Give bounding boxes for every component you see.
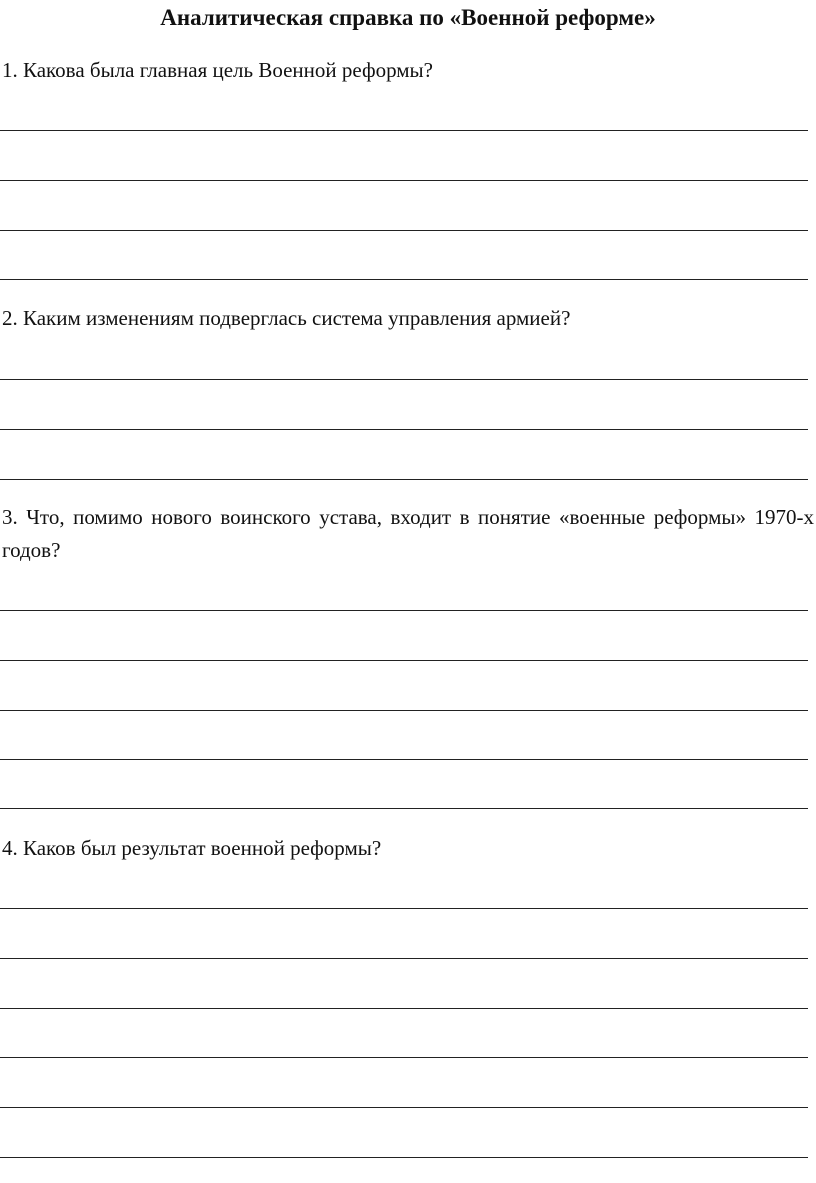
answer-line[interactable] [0, 759, 808, 760]
question-2-text: 2. Каким изменениям подверглась система управления армией? [2, 306, 571, 330]
answer-line[interactable] [0, 1107, 808, 1108]
answer-line[interactable] [0, 1008, 808, 1009]
question-3-text: 3. Что, помимо нового воинского устава, входит в понятие «военные реформы» 1970-х годов? [2, 505, 814, 562]
answer-line[interactable] [0, 230, 808, 231]
answer-line[interactable] [0, 429, 808, 430]
answer-line[interactable] [0, 610, 808, 611]
answer-line[interactable] [0, 1057, 808, 1058]
answer-line[interactable] [0, 660, 808, 661]
answer-line[interactable] [0, 379, 808, 380]
question-4-text: 4. Каков был результат военной реформы? [2, 836, 382, 860]
answer-line[interactable] [0, 130, 808, 131]
answer-line[interactable] [0, 479, 808, 480]
answer-line[interactable] [0, 958, 808, 959]
answer-line[interactable] [0, 279, 808, 280]
question-1-text: 1. Какова была главная цель Военной реформы? [2, 58, 433, 82]
page-title: Аналитическая справка по «Военной реформе» [160, 5, 656, 30]
answer-line[interactable] [0, 908, 808, 909]
answer-line[interactable] [0, 808, 808, 809]
answer-line[interactable] [0, 1157, 808, 1158]
answer-line[interactable] [0, 710, 808, 711]
answer-line[interactable] [0, 180, 808, 181]
